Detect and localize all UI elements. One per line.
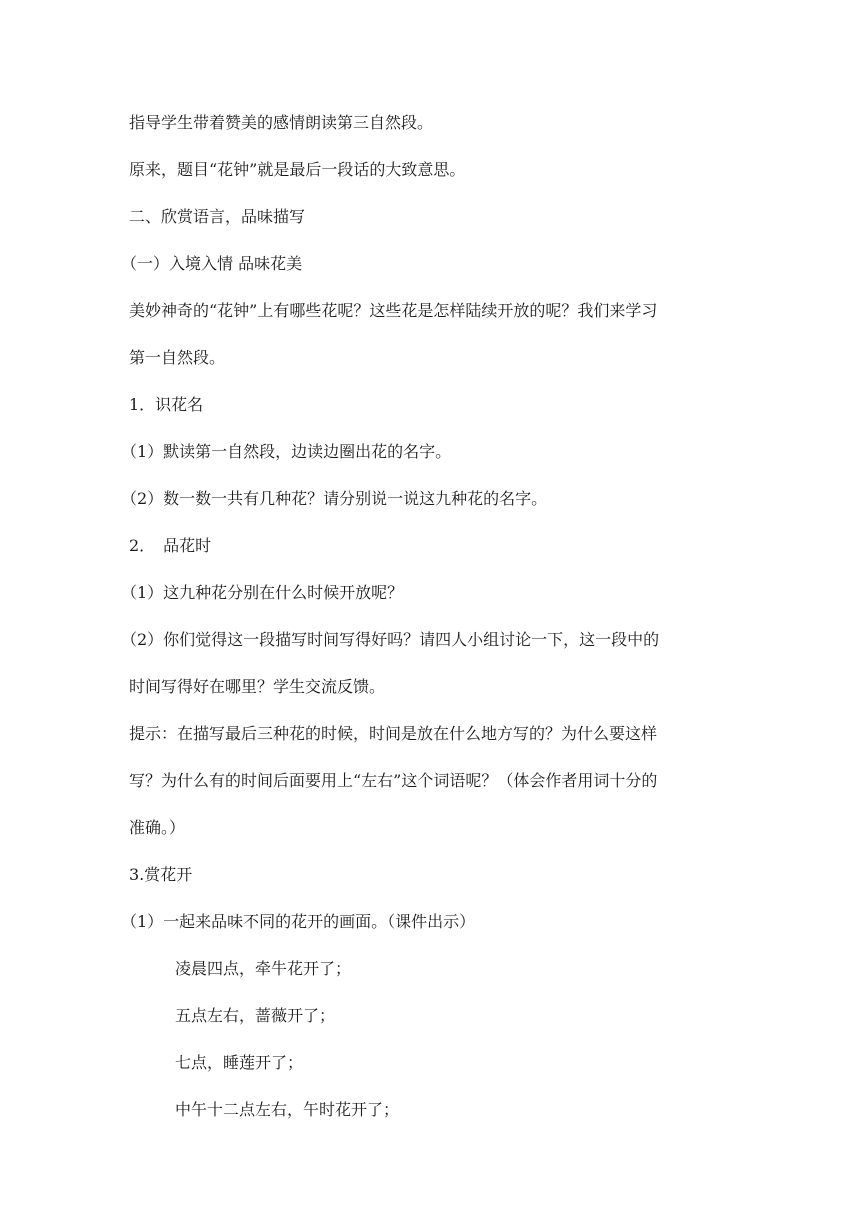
quote-line: 凌晨四点，牵牛花开了；: [175, 959, 352, 978]
list-item: （1）这九种花分别在什么时候开放呢？: [121, 583, 404, 602]
paragraph-line: 时间写得好在哪里？学生交流反馈。: [129, 677, 386, 696]
quote-line: 五点左右，蔷薇开了；: [175, 1006, 336, 1025]
list-item: （1）默读第一自然段，边读边圈出花的名字。: [121, 442, 452, 461]
item-heading: 2． 品花时: [129, 536, 212, 555]
paragraph-line: 提示：在描写最后三种花的时候，时间是放在什么地方写的？为什么要这样: [129, 724, 658, 743]
item-heading: 1．识花名: [129, 395, 204, 414]
quote-line: 中午十二点左右，午时花开了；: [175, 1100, 400, 1119]
item-heading: 3.赏花开: [129, 865, 193, 884]
list-item: （1）一起来品味不同的花开的画面。（课件出示）: [121, 912, 476, 931]
paragraph-line: 原来，题目“花钟”就是最后一段话的大致意思。: [129, 160, 466, 179]
paragraph-line: 第一自然段。: [129, 348, 226, 367]
document-body: [121, 111, 729, 1145]
subsection-heading: （一）入境入情 品味花美: [121, 254, 303, 273]
paragraph-line: 美妙神奇的“花钟”上有哪些花呢？这些花是怎样陆续开放的呢？我们来学习: [129, 301, 658, 320]
section-heading: 二、欣赏语言，品味描写: [129, 207, 306, 226]
paragraph-line: 写？为什么有的时间后面要用上“左右”这个词语呢？（体会作者用词十分的: [129, 771, 658, 790]
list-item: （2）你们觉得这一段描写时间写得好吗？请四人小组讨论一下，这一段中的: [121, 630, 660, 649]
paragraph-line: 准确。）: [129, 818, 186, 837]
list-item: （2）数一数一共有几种花？请分别说一说这九种花的名字。: [121, 489, 548, 508]
quote-line: 七点，睡莲开了；: [175, 1053, 304, 1072]
paragraph-line: 指导学生带着赞美的感情朗读第三自然段。: [129, 113, 434, 132]
